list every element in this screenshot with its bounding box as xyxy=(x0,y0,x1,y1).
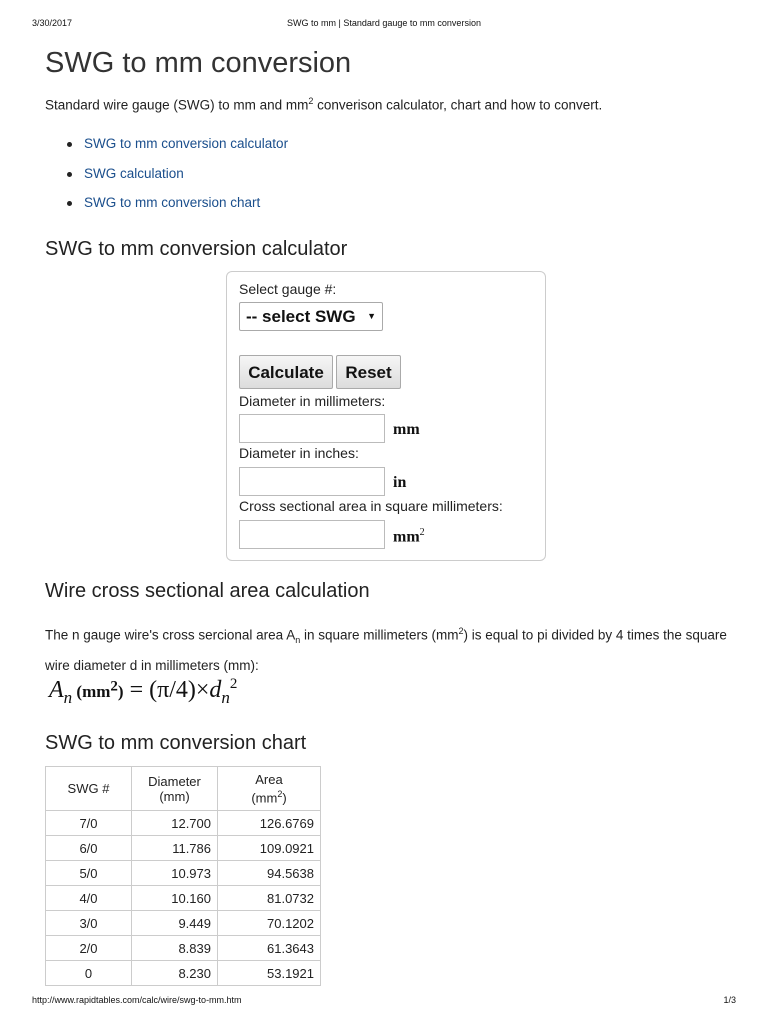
page-title: SWG to mm conversion xyxy=(45,47,352,79)
print-title: SWG to mm | Standard gauge to mm conversion xyxy=(287,18,481,28)
table-header-row xyxy=(46,767,321,811)
print-url: http://www.rapidtables.com/calc/wire/swg-to-mm.htm xyxy=(32,995,242,1005)
swg-cell: 6/0 xyxy=(46,836,132,861)
diameter-cell: 11.786 xyxy=(132,836,218,861)
swg-cell: 4/0 xyxy=(46,886,132,911)
toc-link-chart[interactable]: SWG to mm conversion chart xyxy=(84,195,261,210)
bullet-icon xyxy=(67,172,72,177)
toc-link-calculation[interactable]: SWG calculation xyxy=(84,165,184,181)
swg-cell: 7/0 xyxy=(46,811,132,836)
diameter-mm-field[interactable] xyxy=(239,414,385,443)
diameter-in-label: Diameter in inches: xyxy=(239,445,359,461)
toc-item xyxy=(45,136,288,166)
print-header xyxy=(32,18,736,30)
select-gauge-label: Select gauge #: xyxy=(239,281,337,297)
diameter-cell: 10.973 xyxy=(132,861,218,886)
print-footer xyxy=(32,995,736,1007)
calculator-heading: SWG to mm conversion calculator xyxy=(45,238,348,260)
diameter-cell: 9.449 xyxy=(132,911,218,936)
reset-button[interactable]: Reset xyxy=(336,355,401,389)
area-label: Cross sectional area in square millimeters: xyxy=(239,498,503,514)
area-cell: 94.5638 xyxy=(218,861,321,886)
table-row xyxy=(46,861,321,886)
bullet-icon xyxy=(67,142,72,147)
bullet-icon xyxy=(67,201,72,206)
chart-heading: SWG to mm conversion chart xyxy=(45,732,307,754)
calculate-button[interactable]: Calculate xyxy=(239,355,333,389)
area-field[interactable] xyxy=(239,520,385,549)
table-of-contents xyxy=(45,136,288,225)
area-unit: $mm^2$ xyxy=(393,527,425,546)
toc-item xyxy=(45,195,288,225)
print-date: 3/30/2017 xyxy=(32,18,73,28)
intro-text: Standard wire gauge (SWG) to mm and $mm^2$ converison calculator, chart and how to convert. xyxy=(45,96,603,113)
area-cell: 109.0921 xyxy=(218,836,321,861)
diameter-cell: 12.700 xyxy=(132,811,218,836)
page-number: 1/3 xyxy=(723,995,736,1005)
diameter-in-field[interactable] xyxy=(239,467,385,496)
area-cell: 126.6769 xyxy=(218,811,321,836)
area-cell: 61.3643 xyxy=(218,936,321,961)
table-row xyxy=(46,961,321,986)
area-cell: 70.1202 xyxy=(218,911,321,936)
swg-cell: 3/0 xyxy=(46,911,132,936)
diameter-cell: 8.230 xyxy=(132,961,218,986)
area-explanation: The n gauge wire's cross sercional area $A_n$ in square millimeters $(mm^2)$ is equal to pi divided by 4 times the square wire diameter d in millimeters (mm): xyxy=(45,626,727,674)
table-row xyxy=(46,811,321,836)
area-cell: 53.1921 xyxy=(218,961,321,986)
dropdown-arrow-icon: ▼ xyxy=(367,311,376,321)
diameter-cell: 10.160 xyxy=(132,886,218,911)
col-diameter-header: Diameter (mm) xyxy=(132,767,218,811)
col-swg-header: SWG # xyxy=(46,767,132,811)
diameter-in-unit: in xyxy=(393,474,407,491)
gauge-select[interactable]: -- select SWG ▼ xyxy=(239,302,383,331)
diameter-mm-label: Diameter in millimeters: xyxy=(239,393,386,409)
table-row xyxy=(46,836,321,861)
swg-cell: 2/0 xyxy=(46,936,132,961)
col-area-header: Area $(mm^2)$ xyxy=(218,767,321,811)
area-formula: $A_n$ $(mm^2) = (\pi/4)\times d_n^2$ xyxy=(49,676,238,707)
conversion-table xyxy=(45,766,321,986)
area-cell: 81.0732 xyxy=(218,886,321,911)
diameter-cell: 8.839 xyxy=(132,936,218,961)
area-heading: Wire cross sectional area calculation xyxy=(45,580,370,602)
toc-item xyxy=(45,166,288,196)
table-row xyxy=(46,911,321,936)
table-row xyxy=(46,886,321,911)
table-row xyxy=(46,936,321,961)
swg-cell: 0 xyxy=(46,961,132,986)
toc-link-calculator[interactable]: SWG to mm conversion calculator xyxy=(84,136,289,151)
swg-cell: 5/0 xyxy=(46,861,132,886)
diameter-mm-unit: mm xyxy=(393,421,420,438)
calculator-box xyxy=(226,271,546,561)
